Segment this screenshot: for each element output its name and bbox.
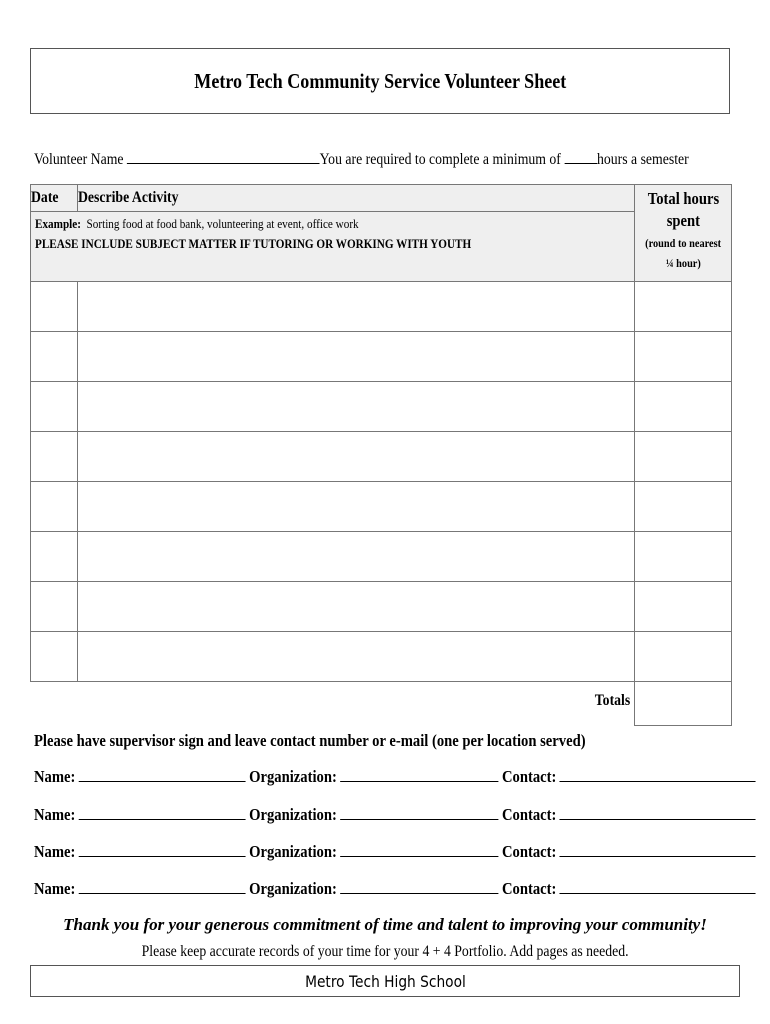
hours-note-line2: ¼ hour)	[665, 256, 701, 270]
example-label: Example:	[35, 216, 81, 231]
supervisor-name-field[interactable]	[79, 879, 246, 894]
thank-you-note: Thank you for your generous commitment of time and talent to improving your community!	[63, 915, 707, 934]
organization-label: Organization:	[249, 805, 337, 824]
contact-field[interactable]	[560, 842, 756, 857]
page-title: Metro Tech Community Service Volunteer Sheet	[193, 68, 567, 93]
activity-field[interactable]	[78, 432, 635, 482]
activity-field[interactable]	[78, 632, 635, 682]
entry-row	[31, 332, 732, 382]
subject-matter-instruction: PLEASE INCLUDE SUBJECT MATTER IF TUTORING OR WORKING WITH YOUTH	[35, 236, 472, 251]
volunteer-name-field[interactable]	[127, 150, 320, 164]
table-header-row	[31, 185, 732, 212]
entry-row	[31, 632, 732, 682]
date-field[interactable]	[31, 532, 78, 582]
date-field[interactable]	[31, 432, 78, 482]
entry-row	[31, 432, 732, 482]
organization-label: Organization:	[249, 842, 337, 861]
footer-box	[30, 965, 740, 997]
contact-field[interactable]	[560, 805, 756, 820]
contact-label: Contact:	[501, 767, 557, 786]
title-box	[30, 48, 730, 114]
example-cell	[31, 212, 635, 282]
entry-row	[31, 582, 732, 632]
hours-header-line2: spent	[666, 211, 700, 230]
date-field[interactable]	[31, 482, 78, 532]
school-name-footer: Metro Tech High School	[304, 971, 466, 991]
totals-hours-field[interactable]	[635, 682, 732, 726]
hours-field[interactable]	[635, 632, 732, 682]
requirement-suffix: hours a semester	[597, 151, 689, 168]
entry-row	[31, 282, 732, 332]
totals-label: Totals	[594, 692, 630, 709]
hours-field[interactable]	[635, 382, 732, 432]
volunteer-line	[34, 150, 689, 169]
date-field[interactable]	[31, 332, 78, 382]
date-field[interactable]	[31, 582, 78, 632]
organization-field[interactable]	[340, 805, 498, 820]
hours-field[interactable]	[635, 282, 732, 332]
activity-field[interactable]	[78, 282, 635, 332]
date-field[interactable]	[31, 382, 78, 432]
activity-field[interactable]	[78, 332, 635, 382]
hours-field[interactable]	[635, 532, 732, 582]
supervisor-instruction: Please have supervisor sign and leave contact number or e-mail (one per location served)	[34, 731, 586, 750]
activity-field[interactable]	[78, 482, 635, 532]
supervisor-name-field[interactable]	[79, 767, 246, 782]
contact-field[interactable]	[560, 767, 756, 782]
organization-field[interactable]	[340, 879, 498, 894]
supervisor-row	[34, 879, 756, 899]
entry-row	[31, 532, 732, 582]
activity-field[interactable]	[78, 532, 635, 582]
activity-field[interactable]	[78, 582, 635, 632]
date-field[interactable]	[31, 282, 78, 332]
supervisor-name-label: Name:	[34, 767, 76, 786]
entry-row	[31, 482, 732, 532]
organization-label: Organization:	[249, 879, 337, 898]
supervisor-row	[34, 842, 756, 862]
example-row	[31, 212, 732, 282]
hours-header-line1: Total hours	[647, 189, 719, 208]
hours-note-line1: (round to nearest	[645, 236, 721, 250]
hours-field[interactable]	[635, 332, 732, 382]
totals-label-cell	[31, 682, 635, 726]
organization-field[interactable]	[340, 842, 498, 857]
records-note: Please keep accurate records of your time for your 4 + 4 Portfolio. Add pages as needed.	[141, 943, 629, 960]
activity-field[interactable]	[78, 382, 635, 432]
activity-log-table	[30, 184, 732, 726]
requirement-prefix: You are required to complete a minimum of	[319, 151, 561, 168]
total-hours-header	[635, 185, 732, 282]
hours-field[interactable]	[635, 582, 732, 632]
entry-row	[31, 382, 732, 432]
organization-field[interactable]	[340, 767, 498, 782]
totals-row	[31, 682, 732, 726]
date-header: Date	[31, 185, 78, 212]
activity-header: Describe Activity	[78, 185, 635, 212]
example-text: Sorting food at food bank, volunteering at event, office work	[86, 216, 359, 231]
entry-rows	[31, 282, 732, 682]
supervisor-row	[34, 805, 756, 825]
hours-field[interactable]	[635, 432, 732, 482]
supervisor-name-label: Name:	[34, 842, 76, 861]
contact-label: Contact:	[501, 842, 557, 861]
supervisor-row	[34, 767, 756, 787]
organization-label: Organization:	[249, 767, 337, 786]
date-field[interactable]	[31, 632, 78, 682]
supervisor-name-label: Name:	[34, 879, 76, 898]
supervisor-name-field[interactable]	[79, 842, 246, 857]
supervisor-name-label: Name:	[34, 805, 76, 824]
contact-label: Contact:	[501, 805, 557, 824]
minimum-hours-field[interactable]	[564, 150, 597, 164]
supervisor-name-field[interactable]	[79, 805, 246, 820]
contact-field[interactable]	[560, 879, 756, 894]
contact-label: Contact:	[501, 879, 557, 898]
volunteer-name-label: Volunteer Name	[34, 151, 124, 168]
hours-field[interactable]	[635, 482, 732, 532]
